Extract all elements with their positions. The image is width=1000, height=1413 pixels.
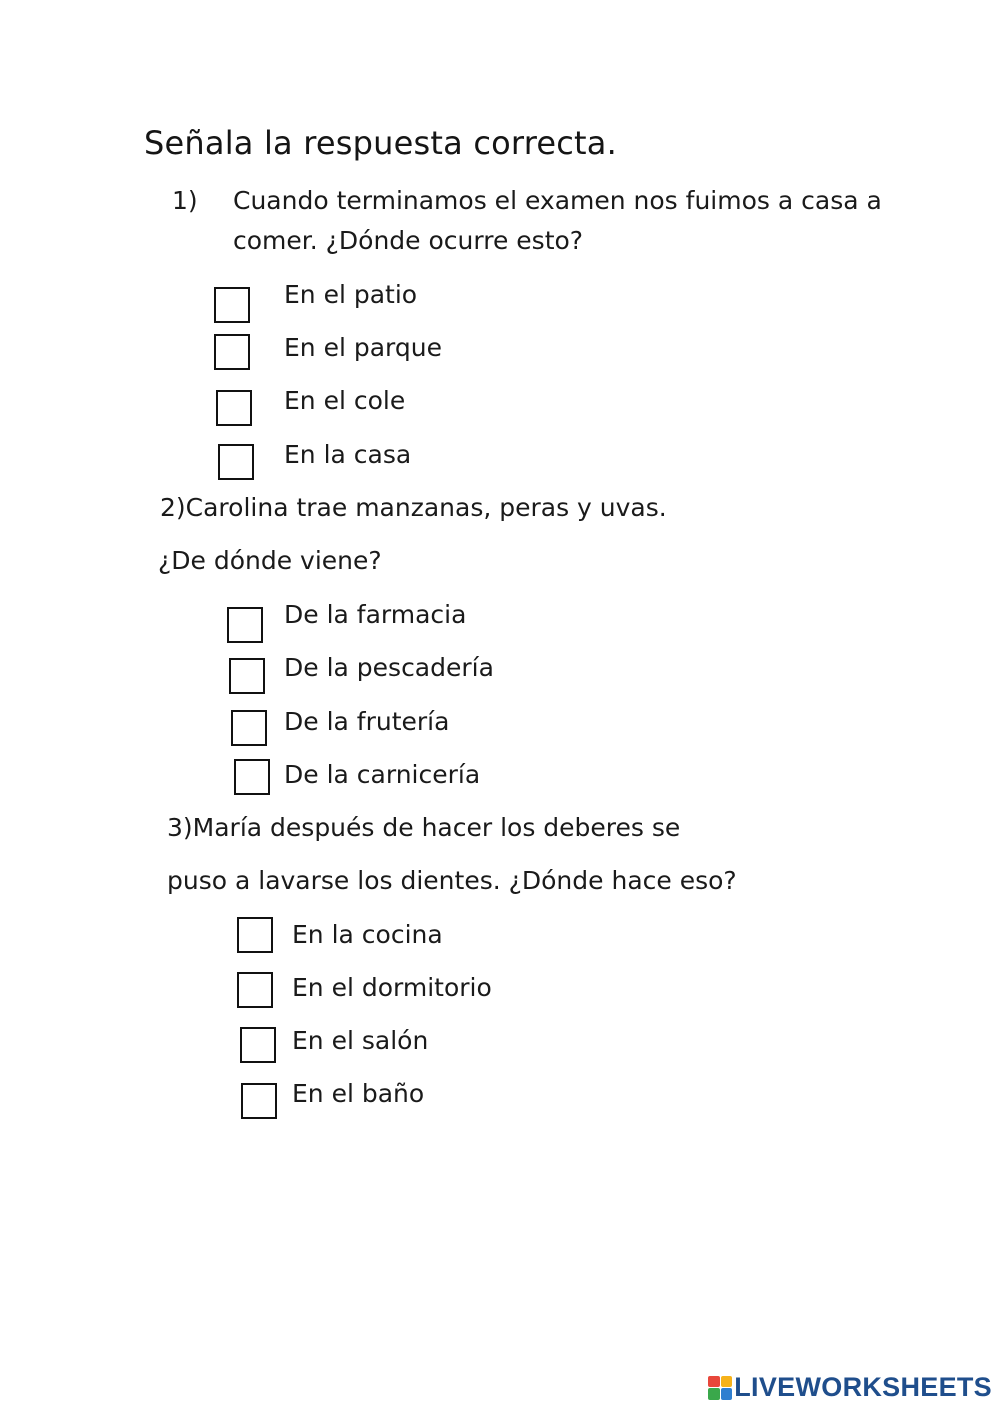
liveworksheets-brand: [708, 1372, 992, 1403]
page-title: Señala la respuesta correcta.: [144, 124, 617, 162]
question-1-number: 1): [172, 186, 198, 215]
q2-option-2-label: De la pescadería: [284, 653, 494, 682]
checkbox-q3-option-2[interactable]: [237, 972, 273, 1008]
checkbox-q1-option-1[interactable]: [214, 287, 250, 323]
brand-name: LIVEWORKSHEETS: [734, 1372, 992, 1402]
liveworksheets-logo-icon: [708, 1376, 732, 1400]
question-2-text-line-2: ¿De dónde viene?: [158, 546, 382, 575]
q3-option-4-label: En el baño: [292, 1079, 425, 1108]
logo-square-blue: [721, 1388, 733, 1400]
question-2-text-line-1: 2)Carolina trae manzanas, peras y uvas.: [160, 493, 667, 522]
q1-option-1-label: En el patio: [284, 280, 418, 309]
checkbox-q2-option-4[interactable]: [234, 759, 270, 795]
checkbox-q1-option-4[interactable]: [218, 444, 254, 480]
checkbox-q3-option-1[interactable]: [237, 917, 273, 953]
question-3-text-line-1: 3)María después de hacer los deberes se: [167, 813, 681, 842]
checkbox-q2-option-2[interactable]: [229, 658, 265, 694]
checkbox-q3-option-4[interactable]: [241, 1083, 277, 1119]
question-3-text-line-2: puso a lavarse los dientes. ¿Dónde hace eso?: [167, 866, 737, 895]
q3-option-3-label: En el salón: [292, 1026, 429, 1055]
q1-option-2-label: En el parque: [284, 333, 442, 362]
q3-option-2-label: En el dormitorio: [292, 973, 492, 1002]
checkbox-q1-option-2[interactable]: [214, 334, 250, 370]
logo-square-red: [708, 1376, 720, 1388]
checkbox-q2-option-3[interactable]: [231, 710, 267, 746]
q2-option-1-label: De la farmacia: [284, 600, 467, 629]
q1-option-3-label: En el cole: [284, 386, 406, 415]
q3-option-1-label: En la cocina: [292, 920, 443, 949]
checkbox-q1-option-3[interactable]: [216, 390, 252, 426]
checkbox-q3-option-3[interactable]: [240, 1027, 276, 1063]
q1-option-4-label: En la casa: [284, 440, 412, 469]
q2-option-4-label: De la carnicería: [284, 760, 481, 789]
question-1-text-line-1: Cuando terminamos el examen nos fuimos a casa a: [233, 186, 882, 215]
logo-square-green: [708, 1388, 720, 1400]
q2-option-3-label: De la frutería: [284, 707, 450, 736]
question-1-text-line-2: comer. ¿Dónde ocurre esto?: [233, 226, 584, 255]
logo-square-yellow: [721, 1376, 733, 1388]
checkbox-q2-option-1[interactable]: [227, 607, 263, 643]
